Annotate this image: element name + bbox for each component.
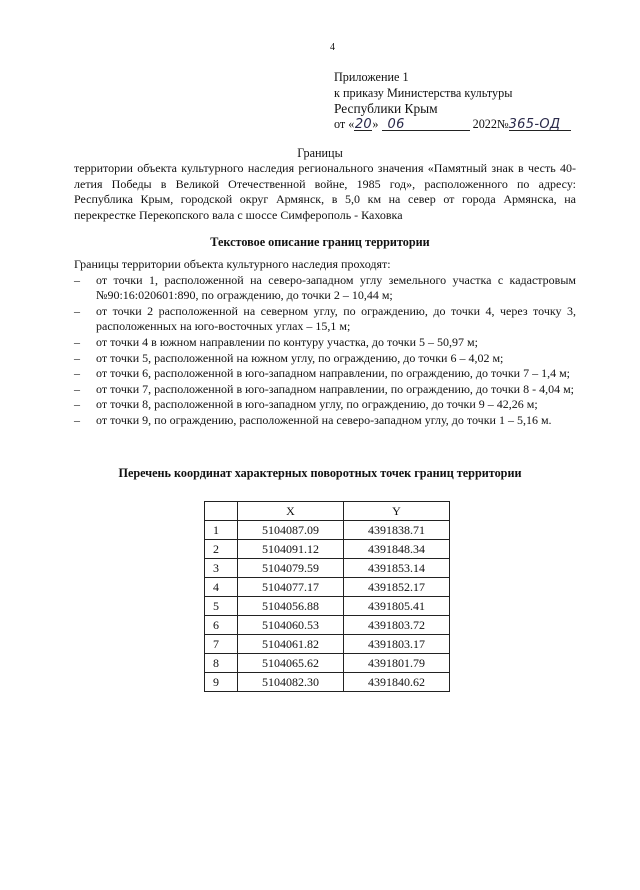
document-title: Границы (297, 146, 343, 160)
date-day: 20 (354, 116, 372, 132)
list-item-text: от точки 9, по ограждению, расположенной на северо-западном углу, до точки 1 – 5,16 м. (96, 412, 552, 427)
appendix-date-line (334, 117, 571, 133)
boundary-lead: Границы территории объекта культурного наследия проходят: (74, 257, 391, 271)
list-item-text: от точки 4 в южном направлении по контуру участка, до точки 5 – 50,97 м; (96, 334, 478, 349)
list-item (74, 351, 576, 367)
list-item-text: от точки 7, расположенной в юго-западном направлении, по ограждению, до точки 8 - 4,04 м; (96, 381, 574, 396)
dash-marker: – (74, 350, 80, 365)
table-row (205, 654, 450, 673)
list-item-text: от точки 5, расположенной на южном углу, по ограждению, до точки 6 – 4,02 м; (96, 350, 504, 365)
cell-x: 5104091.12 (238, 540, 344, 559)
list-item (74, 273, 576, 304)
cell-point: 9 (205, 673, 238, 692)
appendix-block (334, 70, 571, 132)
list-item-text: от точки 8, расположенной в юго-западном углу, по ограждению, до точки 9 – 42,26 м; (96, 397, 538, 412)
dash-marker: – (74, 381, 80, 396)
cell-y: 4391848.34 (344, 540, 450, 559)
table-row (205, 673, 450, 692)
cell-x: 5104087.09 (238, 521, 344, 540)
list-item (74, 382, 576, 398)
cell-point: 5 (205, 597, 238, 616)
cell-y: 4391803.72 (344, 616, 450, 635)
cell-y: 4391853.14 (344, 559, 450, 578)
appendix-line-2: к приказу Министерства культуры (334, 85, 513, 100)
date-separator: » (372, 116, 379, 131)
table-row (205, 616, 450, 635)
list-item (74, 335, 576, 351)
header-cell-number (205, 502, 238, 521)
date-day-field (354, 117, 372, 131)
cell-point: 3 (205, 559, 238, 578)
appendix-line-3: Республики Крым (334, 101, 438, 116)
cell-point: 7 (205, 635, 238, 654)
cell-y: 4391801.79 (344, 654, 450, 673)
order-number-field (509, 117, 571, 131)
cell-point: 1 (205, 521, 238, 540)
cell-y: 4391838.71 (344, 521, 450, 540)
list-item (74, 366, 576, 382)
table-row (205, 578, 450, 597)
date-prefix: от « (334, 116, 355, 131)
dash-marker: – (74, 272, 80, 287)
dash-marker: – (74, 334, 80, 349)
cell-x: 5104065.62 (238, 654, 344, 673)
header-cell-y: Y (344, 502, 450, 521)
appendix-line-1: Приложение 1 (334, 70, 409, 84)
coordinates-table (204, 501, 450, 692)
dash-marker: – (74, 397, 80, 412)
list-item-text: от точки 1, расположенной на северо-западном углу земельного участка с кадастровым №90:16:020601:890, по ограждению, до точки 2 – 10,44 м; (96, 272, 576, 303)
table-row (205, 521, 450, 540)
dash-marker: – (74, 303, 80, 318)
list-item-text: от точки 6, расположенной в юго-западном направлении, по ограждению, до точки 7 – 1,4 м; (96, 366, 570, 381)
table-header-row (205, 502, 450, 521)
table-row (205, 559, 450, 578)
dash-marker: – (74, 366, 80, 381)
cell-x: 5104082.30 (238, 673, 344, 692)
cell-y: 4391805.41 (344, 597, 450, 616)
cell-x: 5104077.17 (238, 578, 344, 597)
year-label: 2022№ (472, 116, 509, 131)
section-heading-coordinates: Перечень координат характерных поворотных точек границ территории (118, 466, 522, 480)
cell-x: 5104079.59 (238, 559, 344, 578)
table-row (205, 540, 450, 559)
date-month: 06 (387, 116, 405, 132)
header-cell-x: X (238, 502, 344, 521)
page-number: 4 (330, 42, 335, 53)
cell-x: 5104056.88 (238, 597, 344, 616)
cell-y: 4391840.62 (344, 673, 450, 692)
cell-x: 5104061.82 (238, 635, 344, 654)
table-row (205, 597, 450, 616)
boundary-list (74, 273, 576, 429)
list-item (74, 413, 576, 429)
cell-point: 8 (205, 654, 238, 673)
date-month-field (382, 117, 470, 131)
section-heading-description: Текстовое описание границ территории (210, 235, 430, 249)
list-item (74, 397, 576, 413)
intro-paragraph: территории объекта культурного наследия регионального значения «Памятный знак в честь 40-летия Победы в Великой Отечественной войне, 1985 год», расположенного по адресу: Республика Крым, городской округ Армянск, в 5,0 км на север от города Армянска, на перекрестке Перекопского вала с шоссе Симферополь - Каховка (74, 161, 576, 222)
boundary-description (74, 257, 576, 429)
list-item-text: от точки 2 расположенной на северном углу, по ограждению, до точки 4, через точку 3, расположенных на юго-восточных углах – 15,1 м; (96, 303, 576, 334)
cell-y: 4391803.17 (344, 635, 450, 654)
cell-point: 4 (205, 578, 238, 597)
cell-point: 2 (205, 540, 238, 559)
cell-point: 6 (205, 616, 238, 635)
list-item (74, 304, 576, 335)
cell-x: 5104060.53 (238, 616, 344, 635)
table-row (205, 635, 450, 654)
order-number: 365-ОД (508, 116, 561, 132)
dash-marker: – (74, 412, 80, 427)
cell-y: 4391852.17 (344, 578, 450, 597)
